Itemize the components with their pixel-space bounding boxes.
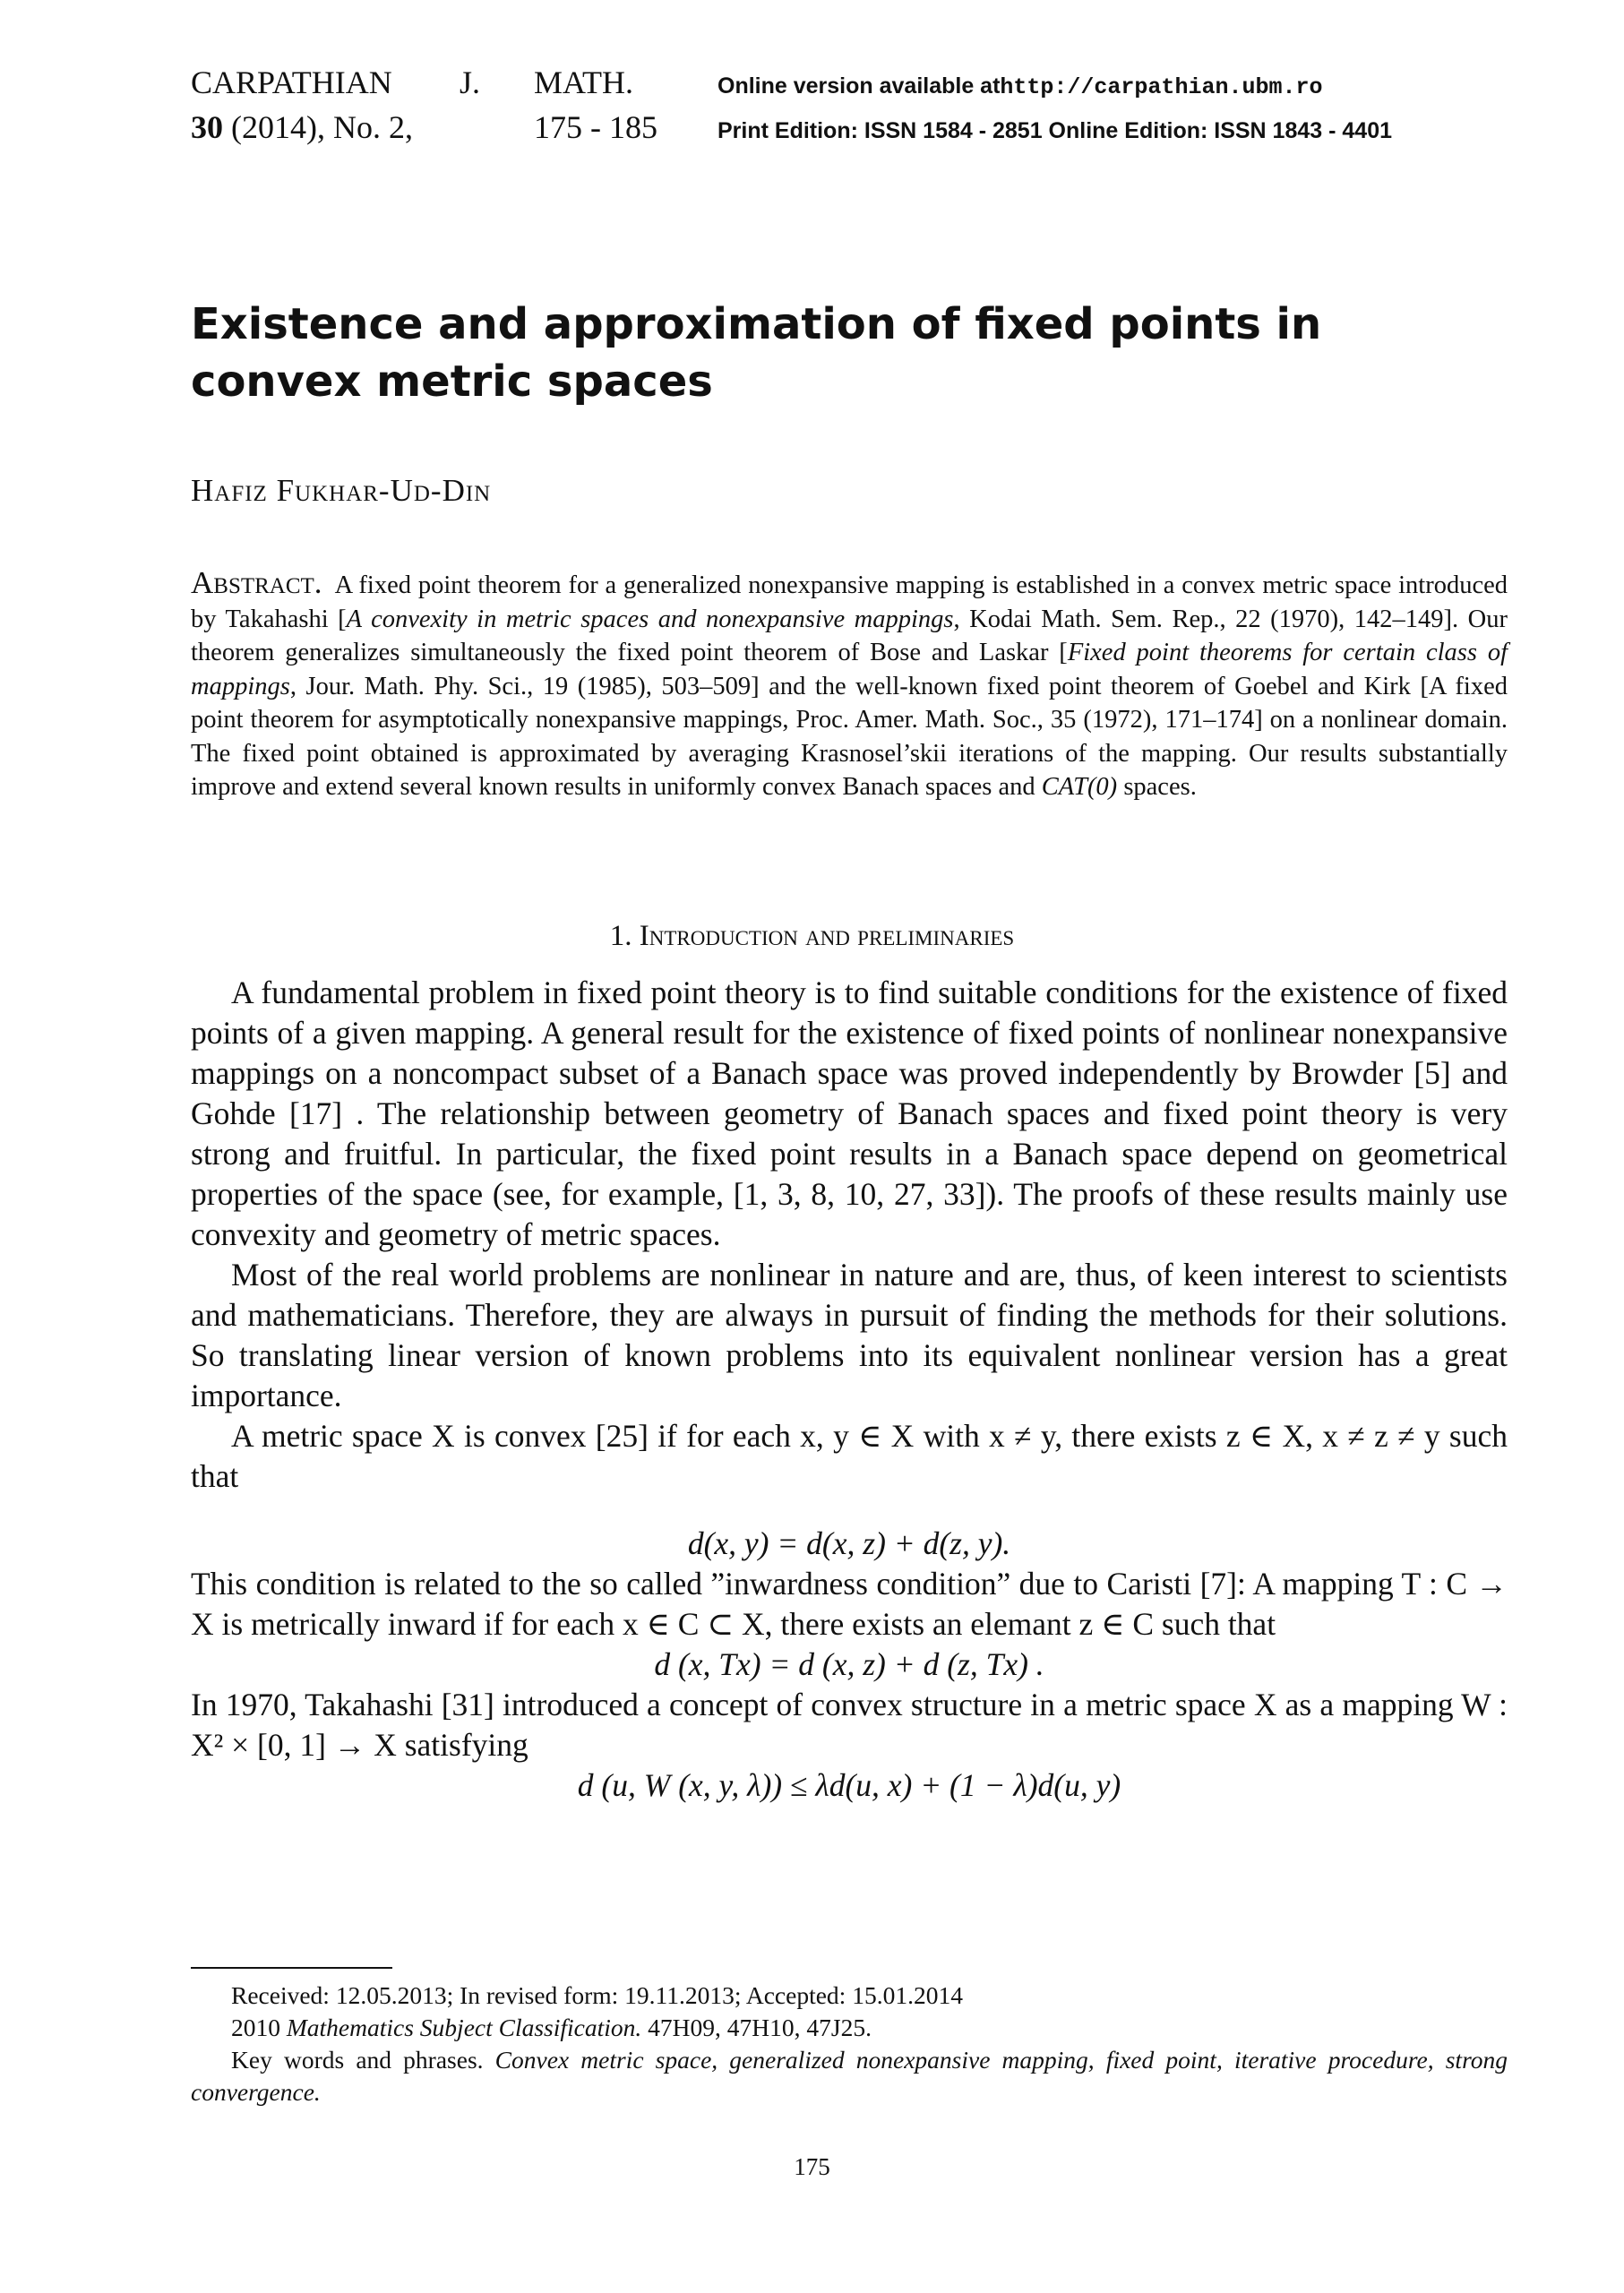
page-range: 175 - 185	[534, 109, 657, 145]
journal-header	[191, 63, 1392, 150]
paragraph-1: A fundamental problem in fixed point theory is to find suitable conditions for the existence of fixed points of a given mapping. A general result for the existence of fixed points of nonlinear nonexpansive mappings on a noncompact subset of a Banach space was proved independently by Browder [5] and Gohde [17] . The relationship between geometry of Banach spaces and fixed point theory is very strong and fruitful. In particular, the fixed point results in a Banach space depend on geometrical properties of the space (see, for example, [1, 3, 8, 10, 27, 33]). The proofs of these results mainly use convexity and geometry of metric spaces.	[191, 975, 1508, 1252]
abstract-text-4: spaces.	[1117, 773, 1197, 801]
journal-math: MATH.	[534, 64, 634, 100]
journal-name: CARPATHIAN	[191, 64, 392, 100]
page-number: 175	[794, 2153, 830, 2180]
paragraph-4: This condition is related to the so called ”inwardness condition” due to Caristi [7]: A mapping T : C → X is metrically inward if for each x ∈ C ⊂ X, there exists an elemant z ∈ C such that	[191, 1566, 1508, 1642]
msc-codes: 47H09, 47H10, 47J25.	[641, 2014, 872, 2041]
keywords-text: Convex metric space, generalized nonexpansive mapping, fixed point, iterative procedure, strong convergence.	[191, 2046, 1508, 2106]
volume: 30	[191, 109, 223, 145]
keywords-label: Key words and phrases.	[231, 2046, 495, 2074]
abstract-cat: CAT(0)	[1041, 773, 1118, 801]
abstract	[191, 566, 1508, 804]
msc-year: 2010	[231, 2014, 287, 2041]
online-label: Online version available at	[717, 73, 1001, 99]
year-issue: (2014), No. 2,	[231, 109, 413, 145]
abstract-ref-1: A convexity in metric spaces and nonexpansive mappings	[346, 605, 954, 633]
paragraph-2: Most of the real world problems are nonlinear in nature and are, thus, of keen interest to scientists and mathematicians. Therefore, they are always in pursuit of finding the methods for their solutions. So translating linear version of known problems into its equivalent nonlinear version has a great importance.	[191, 1257, 1508, 1413]
journal-j: J.	[460, 64, 481, 100]
paper-title: Existence and approximation of fixed points in convex metric spaces	[191, 299, 1322, 407]
equation-2: d (x, Tx) = d (x, z) + d (z, Tx) .	[654, 1646, 1044, 1682]
abstract-ref-2: Fixed point theorems for certain class of mappings	[191, 639, 1508, 700]
online-url[interactable]: http://carpathian.ubm.ro	[1000, 74, 1323, 100]
footnote-rule	[191, 1967, 392, 1969]
footnotes	[191, 1980, 1508, 2108]
abstract-text-3: , Jour. Math. Phy. Sci., 19 (1985), 503–509] and the well-known fixed point theorem of Goebel and Kirk [A fixed point theorem for asymptotically nonexpansive mappings, Proc. Amer. Math. Soc., 35 (1972), 171–174] on a nonlinear domain. The fixed point obtained is approximated by averaging Krasnosel’skii iterations of the mapping. Our results substantially improve and extend several known results in uniformly convex Banach spaces and	[191, 672, 1508, 801]
equation-3: d (u, W (x, y, λ)) ≤ λd(u, x) + (1 − λ)d(u, y)	[577, 1767, 1121, 1803]
issn-line: Print Edition: ISSN 1584 - 2851 Online Edition: ISSN 1843 - 4401	[717, 118, 1393, 143]
paragraph-5: In 1970, Takahashi [31] introduced a concept of convex structure in a metric space X as a mapping W : X² × [0, 1] → X satisfying	[191, 1687, 1508, 1763]
paragraph-3: A metric space X is convex [25] if for each x, y ∈ X with x ≠ y, there exists z ∈ X, x ≠ z ≠ y such that	[191, 1418, 1508, 1494]
body-text	[191, 973, 1508, 1806]
abstract-label: Abstract.	[191, 565, 322, 600]
equation-1: d(x, y) = d(x, z) + d(z, y).	[687, 1525, 1011, 1561]
msc-line	[191, 2012, 1508, 2044]
section-heading: 1. Introduction and preliminaries	[609, 920, 1015, 952]
msc-label: Mathematics Subject Classification.	[286, 2014, 642, 2041]
abstract-text-2: , Kodai Math. Sem. Rep., 22 (1970), 142–149]. Our theorem generalizes simultaneously the fixed point theorem of Bose and Laskar [	[191, 605, 1508, 666]
received-dates: Received: 12.05.2013; In revised form: 19.11.2013; Accepted: 15.01.2014	[231, 1981, 963, 2009]
keywords-line	[191, 2044, 1508, 2108]
abstract-text-1: A fixed point theorem for a generalized nonexpansive mapping is established in a convex metric space introduced by Takahashi [	[191, 571, 1508, 633]
author-name: Hafiz Fukhar-Ud-Din	[191, 473, 492, 508]
